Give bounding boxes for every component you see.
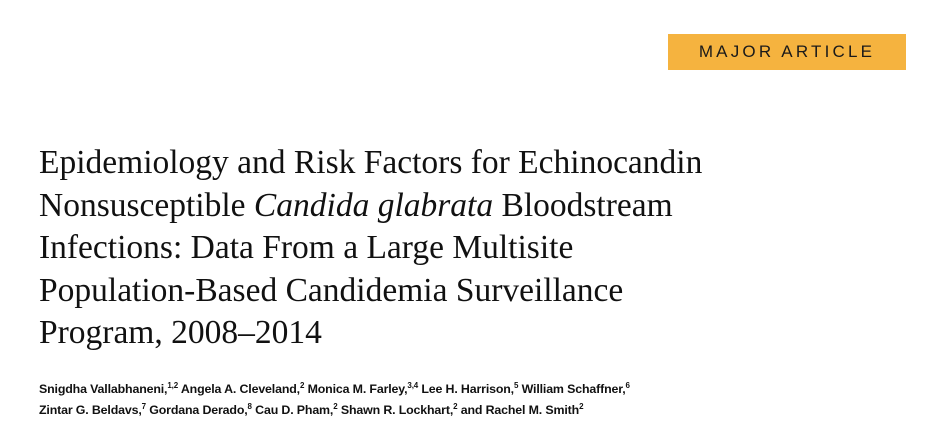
author-name: Lee H. Harrison,: [418, 382, 514, 396]
author-name: and Rachel M. Smith: [457, 403, 580, 417]
title-line: [39, 270, 899, 313]
author-name: Snigdha Vallabhaneni,: [39, 382, 168, 396]
title-species-name: Candida glabrata: [253, 186, 494, 224]
author-affiliation: 7: [141, 402, 146, 411]
author-affiliation: 2: [579, 402, 584, 411]
title-line: [39, 142, 899, 185]
author-affiliation: 5: [513, 381, 519, 390]
author: [518, 382, 630, 396]
article-type-label: MAJOR ARTICLE: [698, 42, 876, 61]
article-type-badge: [668, 34, 906, 70]
author-name: Gordana Derado,: [145, 403, 248, 417]
title-text: Nonsusceptible: [39, 186, 254, 224]
author: [39, 403, 146, 417]
title-text: Epidemiology and Risk Factors for Echinocandin: [39, 144, 703, 181]
article-title: [39, 142, 899, 355]
author-affiliation: 1,2: [167, 381, 179, 390]
author: [39, 382, 178, 396]
author-row: [39, 379, 909, 400]
author-name: Zintar G. Beldavs,: [39, 403, 142, 417]
author: [418, 382, 518, 396]
author-affiliation: 8: [247, 402, 252, 411]
author-affiliation: 2: [333, 402, 338, 411]
author-name: Monica M. Farley,: [304, 382, 408, 396]
title-text: Population-Based Candidemia Surveillance: [39, 271, 624, 309]
title-text: Program, 2008–2014: [39, 314, 322, 351]
author-affiliation: 2: [453, 402, 458, 411]
author-name: Cau D. Pham,: [251, 403, 334, 417]
author: [146, 403, 252, 417]
title-line: [39, 227, 899, 270]
title-line: [39, 185, 899, 228]
title-text: Bloodstream: [493, 186, 673, 224]
author: [338, 403, 458, 417]
title-text: Infections: Data From a Large Multisite: [39, 229, 574, 266]
author: [252, 403, 338, 417]
author-affiliation: 6: [625, 381, 630, 390]
author: [178, 382, 304, 396]
author-name: William Schaffner,: [518, 382, 626, 396]
author: [457, 403, 583, 417]
title-line: [39, 312, 899, 355]
author-affiliation: 2: [299, 381, 305, 390]
author-list: [39, 379, 909, 421]
author-row: [39, 400, 909, 421]
author-name: Angela A. Cleveland,: [178, 382, 300, 396]
author: [304, 382, 418, 396]
author-name: Shawn R. Lockhart,: [337, 403, 454, 417]
author-affiliation: 3,4: [407, 381, 419, 390]
